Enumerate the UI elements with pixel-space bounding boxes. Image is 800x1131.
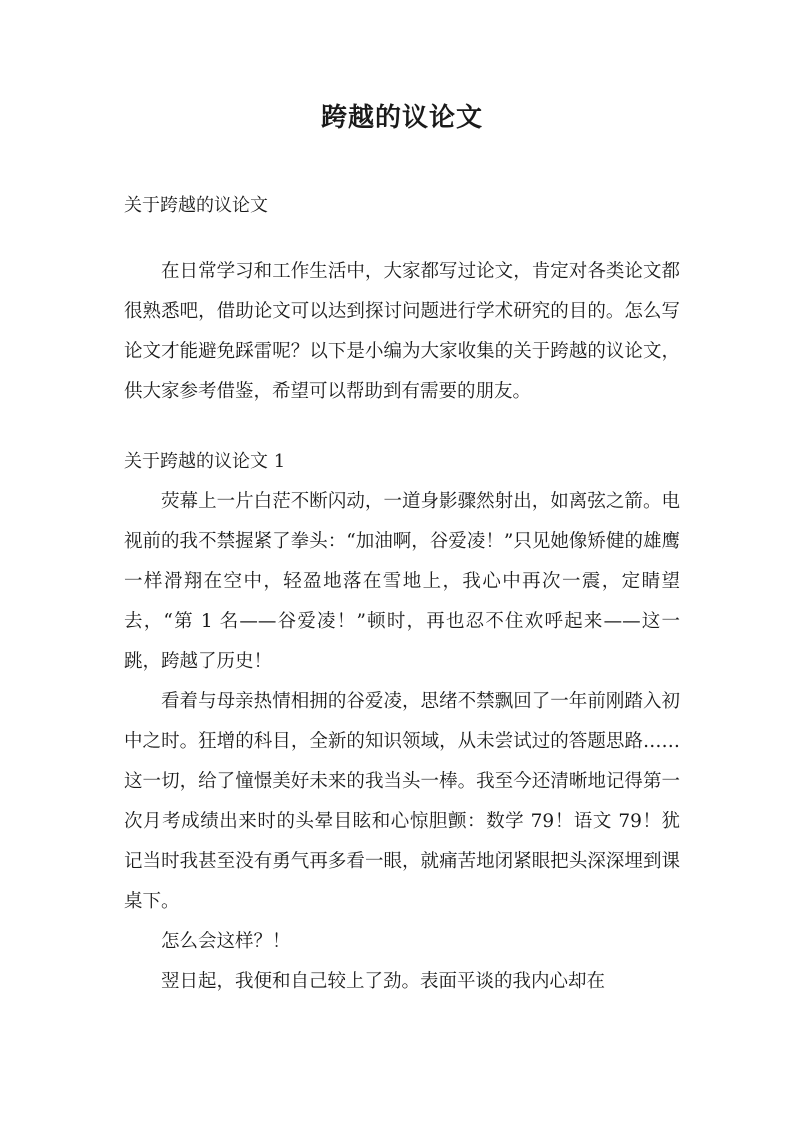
section-title: 关于跨越的议论文 1 (124, 451, 286, 472)
body-paragraph: 看着与母亲热情相拥的谷爱凌，思绪不禁飘回了一年前刚踏入初中之时。狂增的科目，全新的知识领域，从未尝试过的答题思路……这一切，给了憧憬美好未来的我当头一棒。我至今还清晰地记得第一次月考成绩出来时的头晕目眩和心惊胆颤：数学 79！语文 79！犹记当时我甚至没有勇气再多看一眼，就痛苦地闭紧眼把头深深埋到课桌下。 (124, 691, 680, 912)
body-paragraph: 荧幕上一片白茫不断闪动，一道身影骤然射出，如离弦之箭。电视前的我不禁握紧了拳头：“加油啊，谷爱凌！”只见她像矫健的雄鹰一样滑翔在空中，轻盈地落在雪地上，我心中再次一震，定睛望去，“第 1 名——谷爱凌！”顿时，再也忍不住欢呼起来——这一跳，跨越了历史！ (124, 491, 680, 672)
intro-paragraph: 在日常学习和工作生活中，大家都写过论文，肯定对各类论文都很熟悉吧，借助论文可以达到探讨问题进行学术研究的目的。怎么写论文才能避免踩雷呢？以下是小编为大家收集的关于跨越的议论文，供大家参考借鉴，希望可以帮助到有需要的朋友。 (124, 261, 680, 402)
body-paragraph: 怎么会这样？！ (161, 931, 291, 952)
body-paragraph: 翌日起，我便和自己较上了劲。表面平谈的我内心却在 (161, 971, 606, 992)
document-title: 跨越的议论文 (320, 103, 483, 133)
document-body (124, 98, 680, 1002)
document-subtitle: 关于跨越的议论文 (124, 195, 268, 216)
